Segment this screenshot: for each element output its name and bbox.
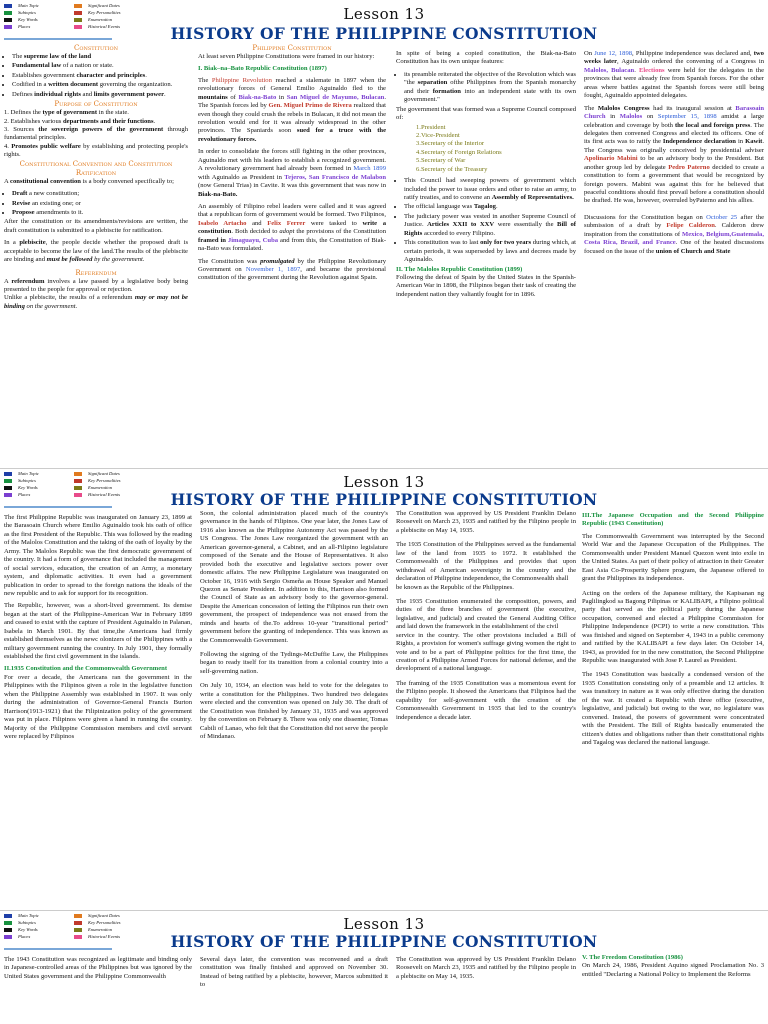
legend-label: Subtopics (18, 10, 36, 15)
page-divider (0, 468, 768, 469)
paragraph: After the constitution or its amendments/revisions are written, the draft constitution is submitted to a plebiscite for ratification. (4, 218, 188, 234)
legend-label: Main Topic (18, 913, 39, 918)
paragraph: The Commonwealth Government was interrupted by the Second World War and the Japanese Occupation of the Philippines. The Commonwealth under President Manuel Quezon went into exile in the United States. As part of their policy of attraction in their Greater East Asia Co-Prosperity Sphere program, the Japanese offered to grant the Philippines its independence. (582, 532, 764, 583)
column-3 (396, 50, 576, 303)
column-1 (4, 514, 192, 745)
paragraph: On July 10, 1934, an election was held to vote for the delegates to write a constitution for the Philippines. Two hundred two delegates were elected and the convention was opened on July 30. The draft of the Constitution was finished by January 31, 1935 and was approved by the convention on February 8. There was only one dissenter, Tomas Cabili of Lanao, who felt that the Constitution did not serve the people of Mindanao. (200, 682, 388, 740)
heading-purpose: Purpose of Constitution (54, 100, 138, 109)
list-item: 3.Secretary of the Interior (416, 140, 485, 148)
legend-label: Significant Dates (88, 3, 120, 8)
legend-label: Key Words (18, 485, 38, 490)
paragraph: In a plebiscite, the people decide whether the proposed draft is acceptable to become the law of the land.The results of the plebiscite are binding and must be followed by the government. (4, 239, 189, 264)
lesson-heading: Lesson 13 (343, 473, 425, 491)
legend-label: Key Personalities (88, 10, 121, 15)
legend-label: Key Personalities (88, 478, 121, 483)
legend-label: Subtopics (18, 478, 36, 483)
lesson-heading: Lesson 13 (343, 5, 425, 23)
council-list (396, 124, 576, 175)
convention-list (4, 190, 188, 217)
features-list-2 (396, 177, 576, 264)
paragraph: In spite of being a copied constitution, the Biak-na-Bato Constitution has its own unique features: (396, 50, 576, 66)
list-item: • This constitution was to last only for two years during which, at certain periods, it was superseded by laws and decrees made by Aguinaldo. (404, 239, 576, 264)
paragraph: On June 12, 1898, Philippine independence was declared and, two weeks later, Aguinaldo ordered the convening of a Congress in Malolos, Bulacan. Elections were held for the delegates in the provinces that were already free from Spanish forces. For the other areas where battles against the Spanish forces were still being fought, Aguinaldo appointed delegates. (584, 50, 764, 100)
paragraph: An assembly of Filipino rebel leaders were called and it was agreed that a republican form of government would be formed. Two Filipinos, Isabelo Artacho and Felix Ferrer were tasked to write a constitution. Both decided to adopt the provisions of the Constitution framed in Jimaguayu, Cuba and from this, the Constitution of Biak-na-Bato was formulated. (198, 202, 387, 253)
legend-label: Subtopics (18, 920, 36, 925)
list-item: 2.Vice-President (416, 131, 460, 139)
list-item: • The judiciary power was vested in another Supreme Council of Justice. Articles XXII to XXV were essentially the Bill of Rights accorded to every Filipino. (404, 213, 576, 238)
list-item: • Fundamental law of a nation or state. (12, 62, 188, 70)
heading-japanese-occupation: III.The Japanese Occupation and the Second Philippine Republic (1943 Constitution) (582, 512, 764, 528)
heading-convention: Constitutional Convention and Constitution Ratification (19, 159, 173, 177)
paragraph: The Philippine Revolution reached a stalemate in 1897 when the revolutionary forces of General Emilio Aguinaldo fled to the mountains of Biak-na-Bato in San Miguel de Mayumo, Bulacan. The Spanish forces led by Gen. Miguel Primo de Rivera realized that even though they could crush the rebels in Bulacan, it did not mean the revolution would end for it was already widespread in the other provinces. The Spaniards soon sued for a truce with the revolutionary forces. (198, 76, 387, 143)
list-item: 4. Promotes public welfare by establishing and protecting people's rights. (4, 142, 189, 159)
column-2 (200, 510, 388, 745)
heading-philippine-constitution: Philippine Constitution (252, 44, 332, 52)
paragraph: The Constitution was promulgated by the Philippine Revolutionary Government on November 1, 1897, and became the provisional constitution of the government during the Revolution against Spain. (198, 257, 387, 282)
paragraph: Unlike a plebiscite, the results of a referendum may or may not be binding on the government. (4, 294, 188, 310)
legend-label: Enumeration (88, 485, 112, 490)
paragraph: The framing of the 1935 Constitution was a momentous event for the Filipino people. It showed the Americans that Filipinos had the capability for self-government with the creation of the Commonwealth Government in 1935 that led to the country's independence a decade later. (396, 679, 576, 721)
page-divider (0, 910, 768, 911)
paragraph: The government that was formed was a Supreme Council composed of: (396, 105, 576, 122)
list-item: 4.Secretary of Foreign Relations (416, 148, 502, 156)
lesson-heading: Lesson 13 (343, 915, 425, 933)
list-item: 1.President (416, 123, 446, 131)
paragraph: The first Philippine Republic was inaugurated on January 23, 1899 at the Barasoain Church where Emilio Aguinaldo took his oath of office as the first President of the Republic. This was followed by the reading of the Malolos Constitution and the taking of the oath of loyalty by the Army. The Malolos Republic was the first democratic government of the country. It had a form of governance that included the management of social services, education, the creation of an Army, a monetary system, and diplomatic activities. It even had a government publication in order to spread to the foreign nations the ideals of the new republic and to ask for support for its recognition. (4, 514, 192, 597)
legend-label: Places (18, 24, 31, 29)
constitution-list (4, 53, 188, 99)
page-title: HISTORY OF THE PHILIPPINE CONSTITUTION (170, 490, 598, 509)
list-item: 5.Secretary of War (416, 157, 466, 165)
paragraph: The 1935 Constitution enumerated the composition, powers, and duties of the three branches of government (the executive, legislative, and judicial) and created the General Auditing Office and laid down the framework in the establishment of the civil (396, 597, 576, 631)
page-2 (0, 470, 768, 878)
paragraph: The 1935 Constitution of the Philippines served as the fundamental law of the land from 1935 to 1972. It established the Commonwealth of the Philippines and provides that upon withdrawal of American sovereignty in the country and the declaration of Philippine independence, the Commonwealth shall (396, 541, 576, 583)
paragraph: Following the defeat of Spain by the United States in the Spanish-American War in 1898, the Filipinos began their task of creating the independent nation they valiantly fought for in 1896. (396, 273, 576, 298)
column-2 (200, 956, 388, 994)
column-3 (396, 510, 576, 726)
column-4 (582, 954, 764, 983)
page-3 (0, 912, 768, 1024)
paragraph: The Malolos Congress had its inaugural session at Barasoain Church in Malolos on September 15, 1898 amidst a large celebration and coverage by both the local and foreign press. The delegates then convened Congress and elected its officers. One of its first acts was to ratify the Independence declaration in Kawit. The Congress was originally conceived by presidential adviser Apolinario Mabini to be an advisory body to the President. But another group led by delegate Pedro Paterno decided to create a constitution to form a government that would be recognized by foreign powers. Mabini was against this for he believed that peaceful conditions should first prevail before a constitution should be drafted. He was, however, overruled byPaterno and his allies. (584, 104, 765, 205)
paragraph: The Republic, however, was a short-lived government. Its demise began at the start of the Philippine-American War in February 1899 and ceased to exist with the capture of President Aguinaldo in Palanan, Isabela in March 1901. By that time,the Americans had firmly established themselves as the newc olonizers of the Philippines with a military government running the country. In July 1901, they formally established the first civil government in the islands. (4, 602, 192, 660)
column-1 (4, 956, 192, 985)
paragraph: be known as the Republic of the Philippines. (396, 583, 514, 591)
legend-label: Historical Events (88, 24, 121, 29)
list-item: • its preamble reiterated the objective of the Revolution which was "the separation ofthe Philippines from the Spanish monarchy and their formation into an independent state with its own government." (404, 71, 576, 105)
legend-label: Main Topic (18, 3, 39, 8)
list-item: 2. Establishes various departments and their functions. (4, 117, 156, 125)
legend-label: Places (18, 492, 31, 497)
column-3 (396, 956, 576, 985)
legend-label: Historical Events (88, 492, 121, 497)
legend-label: Key Personalities (88, 920, 121, 925)
page-title: HISTORY OF THE PHILIPPINE CONSTITUTION (170, 24, 598, 43)
list-item: • Establishes government character and principles. (12, 72, 188, 80)
legend-label: Significant Dates (88, 471, 120, 476)
list-item: • The supreme law of the land (12, 53, 188, 61)
legend-label: Key Words (18, 17, 38, 22)
list-item: 3. Sources the sovereign powers of the government through fundamental principles. (4, 125, 188, 142)
paragraph: service in the country. The other provisions included a Bill of Rights, a provision for women's suffrage giving women the right to vote and to be a part of Philippine politics for the first time, the creation of a Philippine Armed Forces for national defense, and the development of a national language. (396, 631, 576, 673)
column-4 (582, 512, 764, 751)
paragraph: Soon, the colonial administration placed much of the country's governance in the hands of Filipinos. One year later, the Jones Law of 1916 also known as the Philippine Autonomy Act was passed by the US Congress. The Jones Law reorganized the government with an American governor-general, a Cabinet, and an all-Filipino legislature composed of the Senate and the House of Representatives. It also provided both the executive and legislative sectors power over domestic affairs. The new Philippine Legislature was inaugurated on October 16, 1916 with Sergio Osmeña as House Speaker and Manuel Quezon as Senate President. In addition to this, Harrison also formed the Council of State as an advisory body to the governor-general. Despite the American concession of letting the Filipinos run their own government, the prospect of independence was not erased from the minds and hearts of the.To address 10-year "transitional period" government before the granting of independence. This was known as the Commonwealth Government. (200, 510, 388, 644)
list-item: • This Council had sweeping powers of government which included the power to issue orders and other to raise an army, to ratify treaties, and to convene an Assembly of Representatives. (404, 177, 576, 202)
paragraph: The Constitution was approved by US President Franklin Delano Roosevelt on March 23, 1935 and ratified by the Filipino people in a plebiscite on May 14, 1935. (396, 956, 576, 980)
paragraph: A constitutional convention is a body convened specifically to; (4, 177, 174, 185)
paragraph: At least seven Philippine Constitutions were framed in our history: (198, 52, 375, 60)
features-list (396, 71, 576, 105)
list-item: • Propose amendments to it. (12, 209, 188, 217)
page-title: HISTORY OF THE PHILIPPINE CONSTITUTION (170, 932, 598, 951)
paragraph: Acting on the orders of the Japanese military, the Kapisanan ng Paglilingkod sa Bagong Pilipinas or KALIBAPI, a Filipino political party that served as the political party during the Japanese occupation, convened and elected a Philippine Commission for Philippine Independence (PCPI) to write a new constitution. This was finished and signed on September 4, 1943 in a public ceremony and ratified by the KALIBAPI a few days later. On October 14, 1943, as provided for in the new constitution, the Second Philippine Republic was inaugurated with Jose P. Laurel as President. (582, 589, 764, 664)
list-item: • Draft a new constitution; (12, 190, 188, 198)
column-1 (4, 44, 188, 315)
heading-referendum: Referendum (75, 268, 117, 277)
heading-freedom-constitution: V. The Freedom Constitution (1986) (582, 954, 683, 961)
paragraph: Following the signing of the Tydings-McDuffie Law, the Philippines began to ready itself for its transition from a colonial country into a self-governing nation. (200, 651, 388, 675)
list-item: • Defines individual rights and limits government power. (12, 91, 188, 99)
legend-label: Main Topic (18, 471, 39, 476)
heading-biak-na-bato: I. Biak–na–Bato Republic Constitution (1897) (198, 65, 327, 73)
legend-label: Enumeration (88, 17, 112, 22)
legend-label: Historical Events (88, 934, 121, 939)
list-item: 1. Defines the type of government in the state. (4, 109, 129, 117)
column-2 (198, 44, 386, 287)
paragraph: On March 24, 1986, President Aquino signed Proclamation No. 3 entitled "Declaring a National Policy to Implement the Reforms (582, 962, 764, 978)
legend-label: Significant Dates (88, 913, 120, 918)
list-item: • Revise an existing one; or (12, 200, 188, 208)
paragraph: In order to consolidate the forces still fighting in the other provinces, Aguinaldo met with his leaders to establish a recognized government. A revolutionary government had already been formed in March 1899 with Aguinaldo as President in Tejeros, San Francisco de Malabon (now General Trias) in Cavite. It was this government that was now in Biak-na-Bato. (198, 148, 387, 198)
paragraph: The Constitution was approved by US President Franklin Delano Roosevelt on March 23, 1935 and ratified by the Filipino people in a plebiscite on May 14, 1935. (396, 510, 576, 534)
paragraph: The 1943 Constitution was recognized as legitimate and binding only in Japanese-controlled areas of the Philippines but was ignored by the United States government and the Philippine Commonwealth (4, 956, 192, 980)
paragraph: A referendum involves a law passed by a legislative body being presented to the people for approval or rejection. (4, 277, 189, 293)
legend-label: Enumeration (88, 927, 112, 932)
paragraph: Discussions for the Constitution began on October 25 after the submission of a draft by Felipe Calderon. Calderon drew inspiration from the constitutions of Mexico, Belgium,Guatemala, Costa Rica, Brazil, and France. One of the heated discussions focused on the issue of the union of Church and State (584, 213, 764, 255)
list-item: • The official language was Tagalog. (404, 203, 576, 211)
column-4 (584, 50, 764, 260)
legend-label: Places (18, 934, 31, 939)
list-item: 6.Secretary of the Treasury (416, 165, 488, 173)
heading-1935: II.1935 Constitution and the Commonwealth Government (4, 665, 168, 673)
paragraph: Several days later, the convention was reconvened and a draft constitution was finally finished and approved on November 30. Instead of being ratified by a plebiscite, however, Marcos submitted it to (200, 956, 388, 989)
purpose-list (4, 109, 188, 160)
heading-malolos: II. The Malolos Republic Constitution (1899) (396, 265, 523, 273)
heading-constitution: Constitution (74, 44, 118, 52)
paragraph: The 1943 Constitution was basically a condensed version of the 1935 Constitution consisting only of a preamble and 12 articles. It was transitory in nature as it was only effective during the duration of the war. It created a Republic with three office (executive, legislative, and judicial) but owing to the war, no legislature was convened. Instead, the powers of government were concentrated with the President. The Bill of Rights basically enumerated the citizen's duties and obligations rather than their constitutional rights and Tagalog was declared the national language. (582, 671, 764, 746)
legend-label: Key Words (18, 927, 38, 932)
list-item: • Codified in a written document governing the organization. (12, 81, 188, 89)
paragraph: For over a decade, the Americans ran the government in the Philippines with the Filipinos given a role in the legislative function when the Philippine Assembly was established in 1907. It was only during the administration of Governor-General Francis Burton Harrison(1913-1921) that the Filipinization policy of the government was put in place. Filipinos were given a hand in running the country. Majority of the Philippine Commission members and civil servant were replaced by Filipinos (4, 673, 192, 740)
page-1 (0, 0, 768, 468)
